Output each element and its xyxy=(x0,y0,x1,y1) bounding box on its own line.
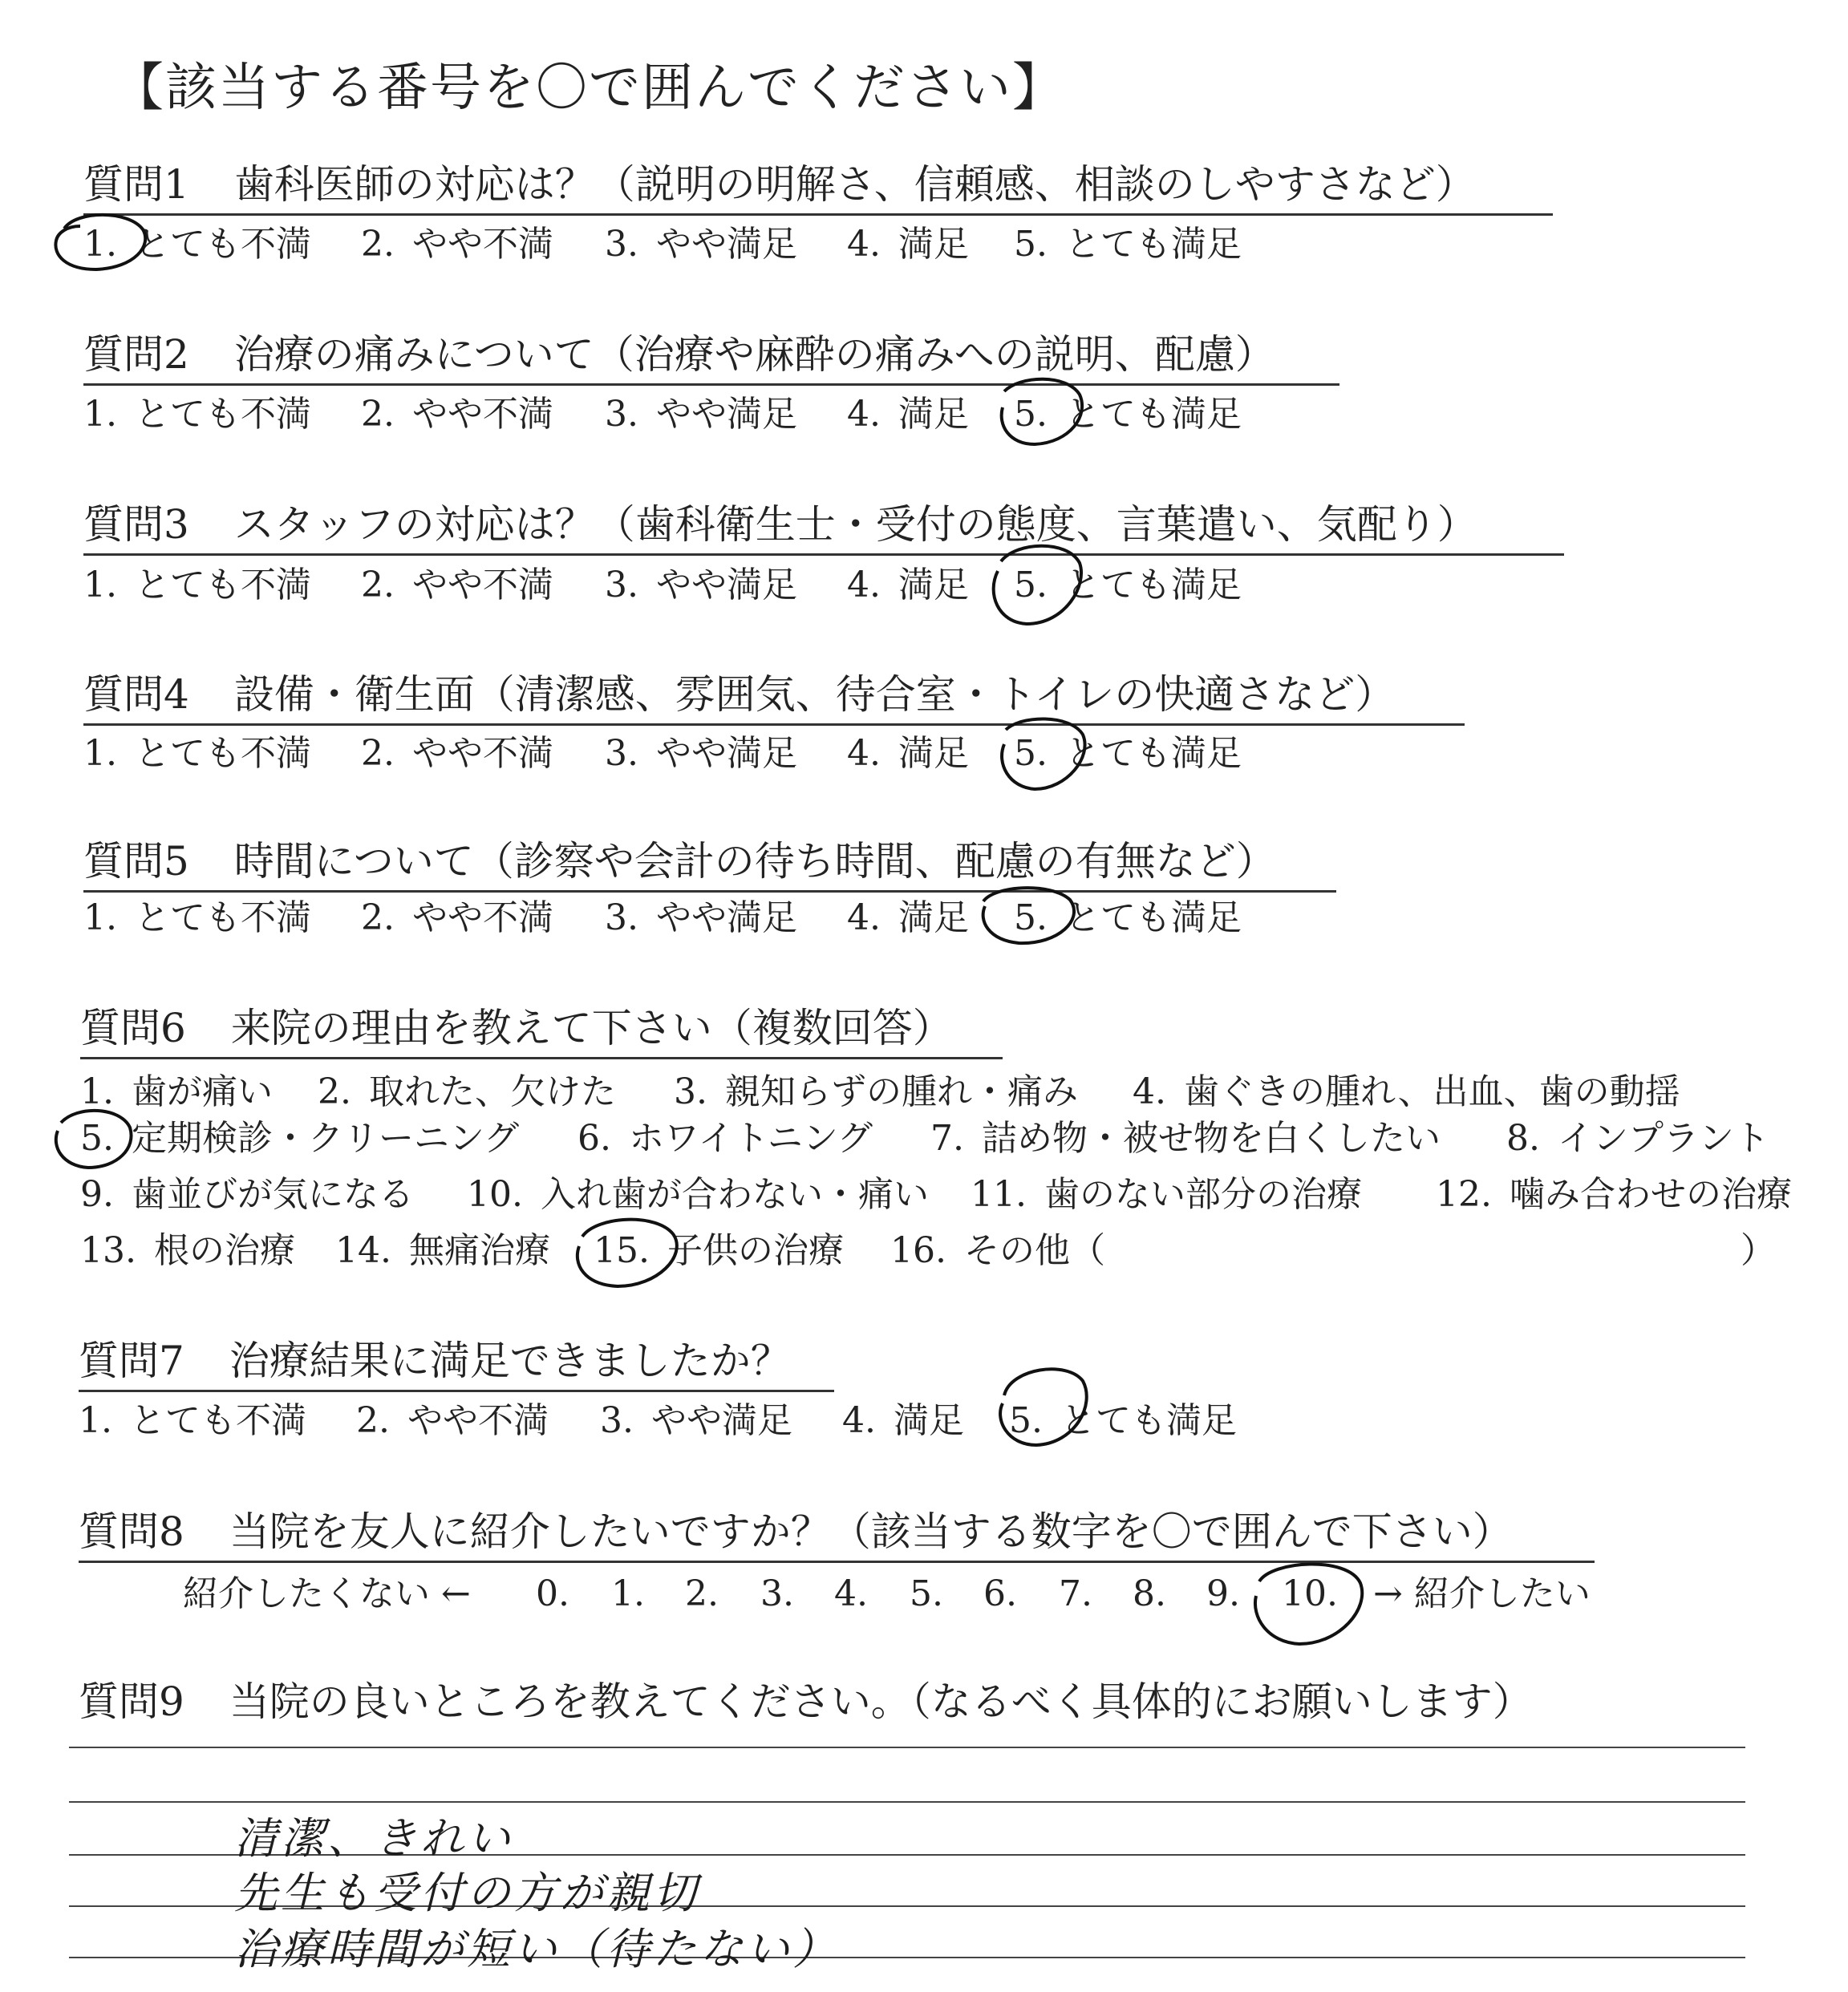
question-4-options xyxy=(83,730,1367,778)
question-3-number: 質問3 xyxy=(83,501,189,548)
option-11[interactable]: 11. 歯のない部分の治療 xyxy=(971,1174,1362,1215)
scale-3[interactable]: 3. xyxy=(760,1573,794,1614)
option-3[interactable]: 3. やや満足 xyxy=(600,1400,792,1441)
option-3[interactable]: 3. やや満足 xyxy=(605,394,797,435)
page-title: 【該当する番号を〇で囲んでください】 xyxy=(112,59,1065,118)
question-4-number: 質問4 xyxy=(83,671,189,718)
option-1[interactable]: 1. とても不満 xyxy=(83,394,311,435)
option-3[interactable]: 3. やや満足 xyxy=(605,224,797,265)
option-4[interactable]: 4. 満足 xyxy=(847,565,969,605)
option-1[interactable]: 1. とても不満 xyxy=(83,224,311,265)
scale-0[interactable]: 0. xyxy=(536,1573,569,1614)
question-1-text: 歯科医師の対応は？（説明の明解さ、信頼感、相談のしやすさなど） xyxy=(233,161,1476,208)
option-14[interactable]: 14. 無痛治療 xyxy=(335,1230,550,1271)
option-3[interactable]: 3. やや満足 xyxy=(605,897,797,938)
option-5[interactable]: 5. とても満足 xyxy=(1014,733,1242,774)
question-8-number: 質問8 xyxy=(79,1508,184,1555)
handwritten-answer-3: 治療時間が短い（待たない） xyxy=(234,1924,839,1974)
question-7-text: 治療結果に満足できましたか？ xyxy=(229,1338,791,1384)
question-7-title xyxy=(79,1335,834,1392)
option-4[interactable]: 4. 満足 xyxy=(847,394,969,435)
question-5-title xyxy=(83,836,1336,893)
answer-line-2[interactable] xyxy=(69,1801,1745,1803)
option-2[interactable]: 2. やや不満 xyxy=(361,897,553,938)
option-1[interactable]: 1. 歯が痛い xyxy=(80,1071,273,1112)
option-3[interactable]: 3. やや満足 xyxy=(605,733,797,774)
question-7-options xyxy=(79,1397,1362,1445)
option-4[interactable]: 4. 満足 xyxy=(847,897,969,938)
question-6-title xyxy=(80,1002,1003,1059)
option-6[interactable]: 6. ホワイトニング xyxy=(578,1118,873,1159)
question-4-title xyxy=(83,669,1465,726)
question-1-title xyxy=(83,159,1553,216)
scale-6[interactable]: 6. xyxy=(983,1573,1017,1614)
option-2[interactable]: 2. やや不満 xyxy=(361,394,553,435)
option-2[interactable]: 2. やや不満 xyxy=(361,224,553,265)
option-4[interactable]: 4. 満足 xyxy=(847,733,969,774)
scale-10[interactable]: 10. xyxy=(1282,1573,1338,1614)
question-6-options-row-2 xyxy=(80,1115,1805,1163)
option-10[interactable]: 10. 入れ歯が合わない・痛い xyxy=(467,1174,929,1215)
scale-4[interactable]: 4. xyxy=(834,1573,868,1614)
question-1-options xyxy=(83,221,1367,269)
question-3-options xyxy=(83,561,1367,609)
option-7[interactable]: 7. 詰め物・被せ物を白くしたい xyxy=(930,1118,1441,1159)
question-6-options-row-1 xyxy=(80,1068,1805,1116)
option-12[interactable]: 12. 噛み合わせの治療 xyxy=(1436,1174,1792,1215)
option-5[interactable]: 5. とても満足 xyxy=(1009,1400,1237,1441)
option-2[interactable]: 2. 取れた、欠けた xyxy=(318,1071,616,1112)
scale-8[interactable]: 8. xyxy=(1133,1573,1166,1614)
question-5-text: 時間について（診察や会計の待ち時間、配慮の有無など） xyxy=(233,838,1276,885)
question-8-title xyxy=(79,1506,1595,1563)
scale-5[interactable]: 5. xyxy=(910,1573,943,1614)
option-3[interactable]: 3. 親知らずの腫れ・痛み xyxy=(674,1071,1078,1112)
option-5[interactable]: 5. とても満足 xyxy=(1014,897,1242,938)
option-4[interactable]: 4. 歯ぐきの腫れ、出血、歯の動揺 xyxy=(1133,1071,1680,1112)
handwritten-answer-2: 先生も受付の方が親切 xyxy=(234,1868,699,1918)
question-7-number: 質問7 xyxy=(79,1338,184,1384)
option-1[interactable]: 1. とても不満 xyxy=(83,565,311,605)
option-1[interactable]: 1. とても不満 xyxy=(83,897,311,938)
question-3-text: スタッフの対応は？（歯科衛生士・受付の態度、言葉遣い、気配り） xyxy=(233,501,1477,548)
question-2-text: 治療の痛みについて（治療や麻酔の痛みへの説明、配慮） xyxy=(233,331,1275,378)
question-6-text: 来院の理由を教えて下さい（複数回答） xyxy=(230,1005,953,1051)
option-5[interactable]: 5. 定期検診・クリーニング xyxy=(80,1118,520,1159)
option-4[interactable]: 4. 満足 xyxy=(847,224,969,265)
handwritten-answer-1: 清潔、きれい xyxy=(234,1813,513,1864)
question-9-text: 当院の良いところを教えてください。（なるべく具体的にお願いします） xyxy=(229,1678,1533,1725)
option-5[interactable]: 5. とても満足 xyxy=(1014,565,1242,605)
option-3[interactable]: 3. やや満足 xyxy=(605,565,797,605)
question-6-options-row-3 xyxy=(80,1171,1805,1219)
option-16-close: ） xyxy=(1741,1230,1776,1271)
option-9[interactable]: 9. 歯並びが気になる xyxy=(80,1174,414,1215)
question-8-text: 当院を友人に紹介したいですか？（該当する数字を〇で囲んで下さい） xyxy=(229,1508,1513,1555)
question-1-number: 質問1 xyxy=(83,161,189,208)
question-2-options xyxy=(83,391,1367,439)
option-13[interactable]: 13. 根の治療 xyxy=(80,1230,295,1271)
scale-9[interactable]: 9. xyxy=(1206,1573,1240,1614)
option-2[interactable]: 2. やや不満 xyxy=(361,565,553,605)
option-5[interactable]: 5. とても満足 xyxy=(1014,224,1242,265)
option-1[interactable]: 1. とても不満 xyxy=(79,1400,306,1441)
question-2-number: 質問2 xyxy=(83,331,189,378)
question-4-text: 設備・衛生面（清潔感、雰囲気、待合室・トイレの快適さなど） xyxy=(233,671,1396,718)
scale-right-label: → 紹介したい xyxy=(1373,1573,1591,1614)
scale-left-label: 紹介したくない ← xyxy=(183,1573,471,1614)
question-6-number: 質問6 xyxy=(80,1005,186,1051)
scale-1[interactable]: 1. xyxy=(611,1573,645,1614)
question-2-title xyxy=(83,329,1339,386)
question-5-options xyxy=(83,894,1367,942)
option-15[interactable]: 15. 子供の治療 xyxy=(594,1230,844,1271)
question-8-scale xyxy=(0,1570,1848,1618)
option-16[interactable]: 16. その他（ xyxy=(890,1230,1105,1271)
question-9-title xyxy=(79,1676,1533,1731)
answer-line-1[interactable] xyxy=(69,1747,1745,1748)
question-9-number: 質問9 xyxy=(79,1678,184,1725)
scale-7[interactable]: 7. xyxy=(1059,1573,1092,1614)
question-6-options-row-4 xyxy=(80,1227,1805,1275)
option-2[interactable]: 2. やや不満 xyxy=(356,1400,549,1441)
option-2[interactable]: 2. やや不満 xyxy=(361,733,553,774)
scale-2[interactable]: 2. xyxy=(685,1573,719,1614)
option-5[interactable]: 5. とても満足 xyxy=(1014,394,1242,435)
option-1[interactable]: 1. とても不満 xyxy=(83,733,311,774)
question-3-title xyxy=(83,499,1564,556)
question-5-number: 質問5 xyxy=(83,838,189,885)
option-4[interactable]: 4. 満足 xyxy=(842,1400,964,1441)
option-8[interactable]: 8. インプラント xyxy=(1506,1118,1769,1159)
